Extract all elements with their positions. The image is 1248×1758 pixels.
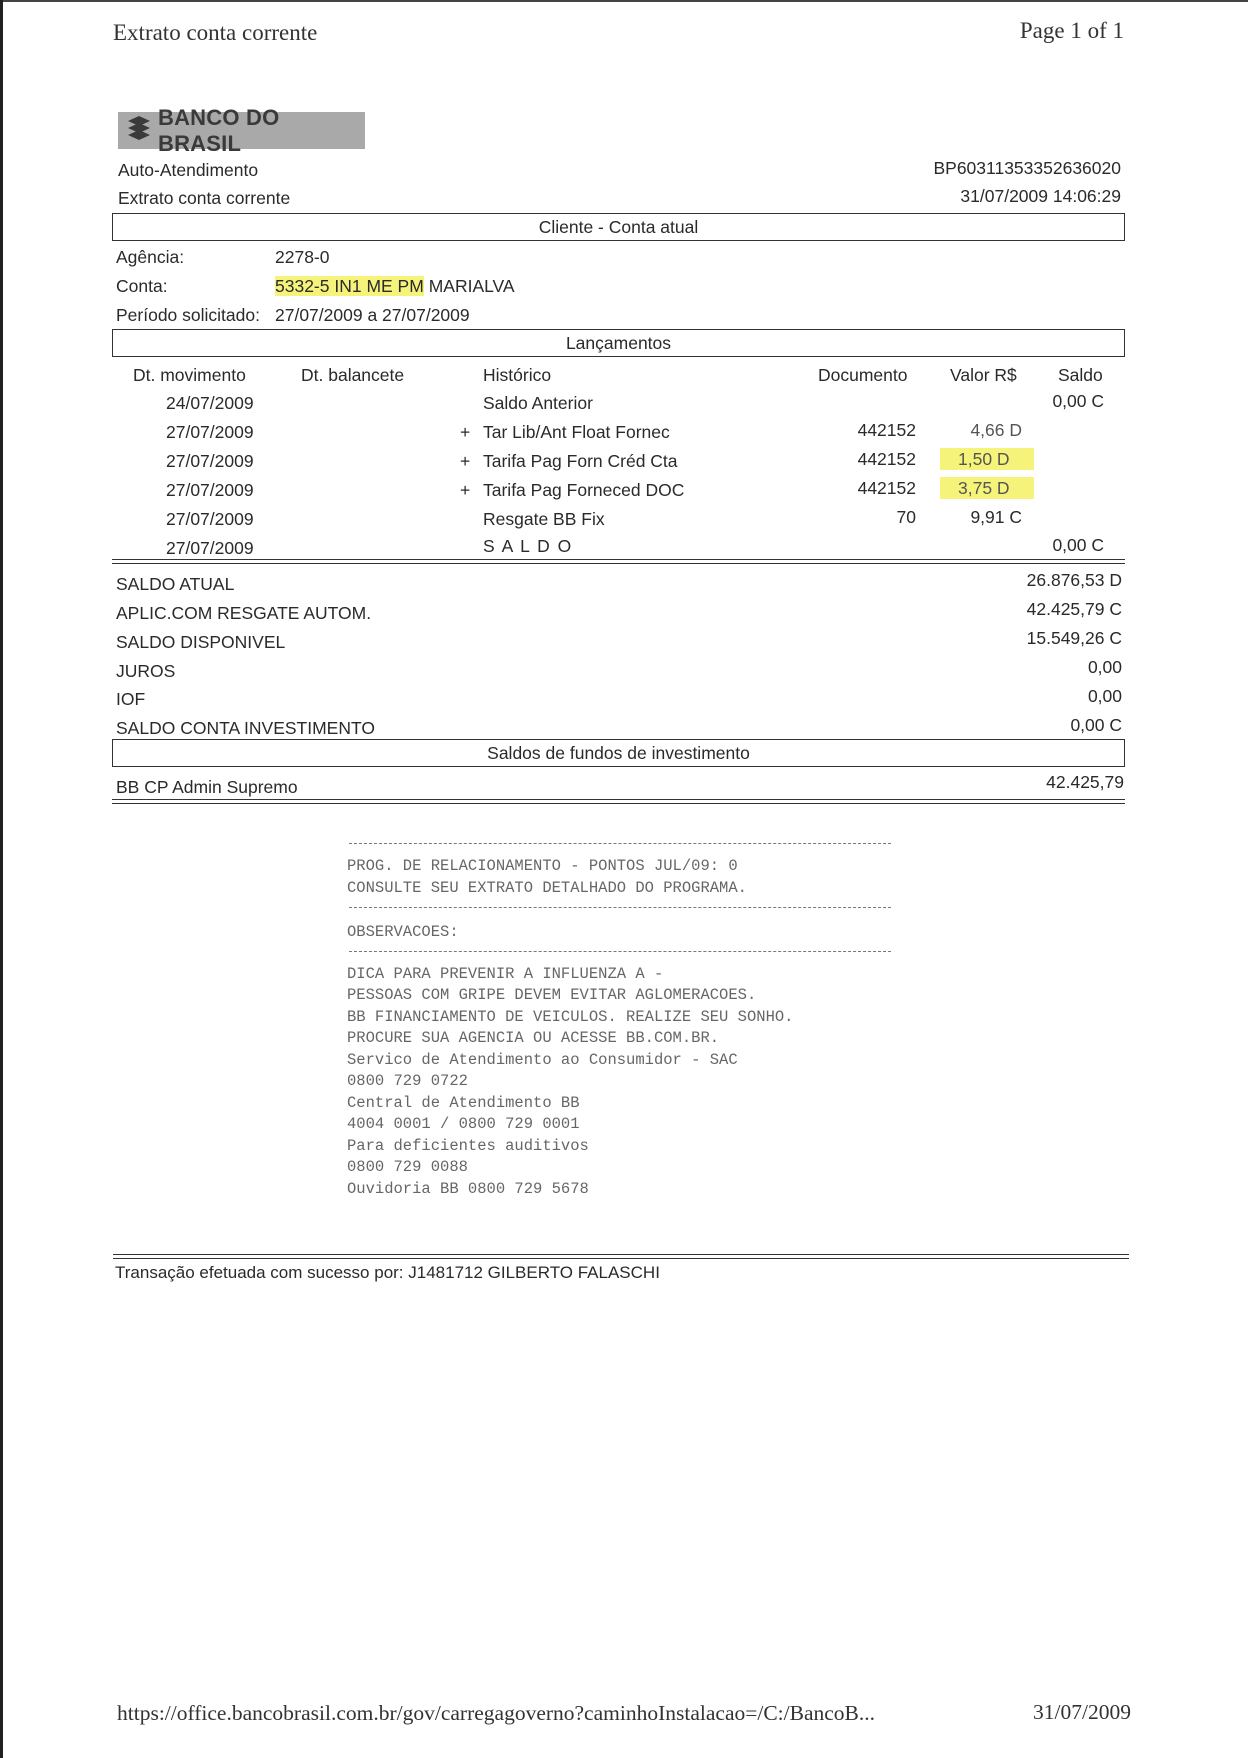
conta-number: 5332-5 IN1 ME PM [275, 276, 424, 296]
periodo-value: 27/07/2009 a 27/07/2009 [275, 305, 470, 325]
row-historico: Saldo Anterior [483, 393, 593, 413]
conta-label: Conta: [116, 276, 168, 296]
obs-line: DICA PARA PREVENIR A INFLUENZA A - [347, 965, 664, 983]
row-saldo: 0,00 C [1052, 391, 1104, 411]
fund-value: 42.425,79 [1046, 772, 1124, 792]
statement-datetime: 31/07/2009 14:06:29 [960, 186, 1121, 206]
obs-line: 0800 729 0088 [347, 1158, 468, 1176]
scan-left-edge [0, 0, 3, 1758]
periodo-label: Período solicitado: [116, 305, 260, 325]
summary-value: 15.549,26 C [1026, 628, 1122, 648]
agencia-label: Agência: [116, 247, 185, 267]
transaction-text: Transação efetuada com sucesso por: J1481712 GILBERTO FALASCHI [115, 1263, 660, 1282]
conta-value [275, 276, 515, 297]
row-date: 27/07/2009 [166, 451, 254, 471]
summary-value: 0,00 C [1070, 715, 1122, 735]
obs-line: Central de Atendimento BB [347, 1094, 580, 1112]
row-valor [940, 478, 1022, 499]
prog-line-2: CONSULTE SEU EXTRATO DETALHADO DO PROGRAMA. [347, 879, 747, 897]
summary-label: SALDO CONTA INVESTIMENTO [116, 718, 375, 738]
row-sign: + [460, 480, 471, 500]
summary-label: SALDO ATUAL [116, 574, 235, 594]
scan-top-edge [0, 0, 1248, 2]
divider [349, 843, 891, 844]
lancamentos-end-rule [112, 559, 1125, 564]
summary-value: 26.876,53 D [1026, 570, 1122, 590]
row-date: 27/07/2009 [166, 422, 254, 442]
bank-logo-icon [126, 115, 152, 146]
obs-line: PESSOAS COM GRIPE DEVEM EVITAR AGLOMERACOES. [347, 986, 757, 1004]
obs-line: Para deficientes auditivos [347, 1137, 589, 1155]
row-documento: 442152 [857, 420, 916, 440]
obs-line: 0800 729 0722 [347, 1072, 468, 1090]
obs-line: 4004 0001 / 0800 729 0001 [347, 1115, 580, 1133]
bank-logo-text: BANCO DO BRASIL [158, 104, 280, 156]
transaction-rule [113, 1254, 1129, 1259]
row-valor-text: 4,66 D [970, 420, 1022, 440]
print-url: https://office.bancobrasil.com.br/gov/carregagoverno?caminhoInstalacao=/C:/BancoB... [117, 1701, 876, 1725]
row-valor [940, 449, 1022, 470]
lancamentos-header [112, 329, 1125, 357]
funds-end-rule [112, 799, 1125, 804]
divider [349, 951, 891, 952]
row-sign: + [460, 422, 471, 442]
obs-title: OBSERVACOES: [347, 923, 459, 941]
obs-line: BB FINANCIAMENTO DE VEICULOS. REALIZE SEU SONHO. [347, 1008, 794, 1026]
col-saldo: Saldo [1058, 365, 1103, 385]
row-historico: Resgate BB Fix [483, 509, 605, 529]
row-documento: 70 [896, 507, 916, 527]
row-historico: Tarifa Pag Forn Créd Cta [483, 451, 678, 471]
row-valor-text: 1,50 D [940, 448, 1034, 470]
row-documento: 442152 [857, 449, 916, 469]
protocol-number: BP60311353352636020 [933, 158, 1121, 178]
summary-value: 0,00 [1087, 657, 1122, 677]
row-date: 24/07/2009 [166, 393, 254, 413]
agencia-value: 2278-0 [275, 247, 330, 267]
summary-label: IOF [116, 689, 146, 709]
col-historico: Histórico [483, 365, 552, 385]
row-historico: Tarifa Pag Forneced DOC [483, 480, 685, 500]
funds-header [112, 739, 1125, 767]
fund-name: BB CP Admin Supremo [116, 777, 298, 797]
row-saldo: 0,00 C [1052, 535, 1104, 555]
row-date: 27/07/2009 [166, 509, 254, 529]
print-title: Extrato conta corrente [113, 20, 318, 45]
print-date: 31/07/2009 [1033, 1700, 1131, 1724]
conta-name: MARIALVA [428, 276, 515, 296]
lancamentos-title: Lançamentos [565, 333, 672, 353]
summary-label: JUROS [116, 661, 176, 681]
col-dt-movimento: Dt. movimento [133, 365, 246, 385]
row-sign: + [460, 451, 471, 471]
client-section-title: Cliente - Conta atual [538, 217, 699, 237]
service-name: Auto-Atendimento [118, 160, 259, 180]
obs-line: Servico de Atendimento ao Consumidor - SAC [347, 1051, 738, 1069]
obs-line: PROCURE SUA AGENCIA OU ACESSE BB.COM.BR. [347, 1029, 720, 1047]
row-valor: 9,91 C [970, 507, 1022, 527]
row-documento: 442152 [857, 478, 916, 498]
client-section-header [112, 213, 1125, 241]
page-indicator: Page 1 of 1 [1019, 18, 1124, 43]
row-historico: Tar Lib/Ant Float Fornec [483, 422, 670, 442]
row-date: 27/07/2009 [166, 480, 254, 500]
row-valor [930, 420, 1022, 441]
bank-logo [118, 104, 365, 156]
document-title: Extrato conta corrente [118, 188, 291, 208]
row-valor-text: 3,75 D [940, 477, 1034, 499]
row-historico: S A L D O [483, 536, 573, 556]
divider [349, 907, 891, 908]
summary-label: APLIC.COM RESGATE AUTOM. [116, 603, 372, 623]
summary-value: 0,00 [1087, 686, 1122, 706]
col-valor: Valor R$ [950, 365, 1017, 385]
row-date: 27/07/2009 [166, 538, 254, 558]
funds-title: Saldos de fundos de investimento [487, 743, 750, 763]
obs-line: Ouvidoria BB 0800 729 5678 [347, 1180, 589, 1198]
col-documento: Documento [818, 365, 908, 385]
prog-line-1: PROG. DE RELACIONAMENTO - PONTOS JUL/09: 0 [347, 857, 738, 875]
summary-value: 42.425,79 C [1026, 599, 1122, 619]
col-dt-balancete: Dt. balancete [301, 365, 405, 385]
summary-label: SALDO DISPONIVEL [116, 632, 286, 652]
